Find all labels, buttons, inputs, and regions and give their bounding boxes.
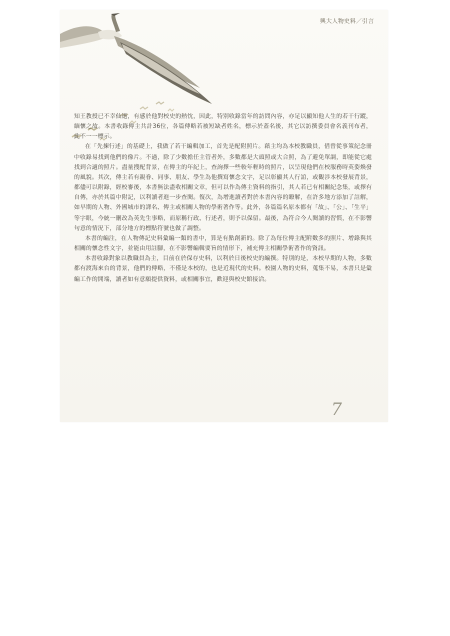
paragraph: 本書的編注，在人物傳記史料彙編一類的書中，算是有點創新的。除了為每位傳主配附數多的照片、增錄與其相關的懷念性文字，並能由用註腳，在不影響編輯要旨的情形下，補充傳主相關學術著作的資訊。	[74, 235, 372, 253]
body-text	[74, 112, 372, 285]
paragraph: 本書收錄對象以教職員為主，目前在於保存史料，以利於日後校史的編撰。特別的是，本校早期的人物，多數都有渡海來台的背景，他們的傳略，不僅是本校的，也是近現代的史料。校園人物的史料，蒐集不易，本書只是彙編工作的開端，讀者如有意願提供資料，或相關事宜，歡迎與校史館接洽。	[74, 256, 372, 283]
book-page	[60, 10, 388, 422]
running-head: 興大人物史料／引言	[320, 19, 374, 25]
paragraph: 知王教授已不幸仙逝，有感於他對校史的熱忱，因此，特別收錄當年的訪問內容，亦足以顯知他人生的若干行蹤，緬懷之故。本書收錄傳主共計36位，各篇傳略若被短缺者姓名，標示於蓋名後，其它以訪撰委員會名義刊布者，此不一一標示。	[74, 114, 372, 141]
egret-in-flight-illustration	[60, 10, 260, 110]
paragraph: 在「先揀行述」的基礎上，我做了若干編輯加工，首先是配附照片。藉主均為本校教職員，借曾從事策紀念冊中收錄易找到他們的像片。不過，除了少數擔任主管者外，多數都是大頭照或大合照，為了避免單調，即能從它處找到合適的照片。盡量搜配背景，在傳主的年紀上，查詢擇一些較年輕時的照片，以呈現他們在校服務時英姿煥發的風貌。其次，傳主若有親眷、同事、朋友、學生為他撰寫懷念文字，足以彰顯其人行誼，或觀涉本校發展背景，都儘可以附錄，經校審後，本書無法盡收相關文章，但可以作為傳主資料的指引，其人若已有相關紀念集，或擇有自傳，亦於其篇中附記，以利讀者進一步查閱。復次，為增進讀者對於本書內容的瞭解，在許多地方添加了註解，如早期的人物、外國城市的譯名、傳主或相關人物的學術著作等。此外，各篇篇名原本都有「故」、「公」、「生平」等字眼，今統一刪改為英先生事略，而原稱行政、行述者，則予以保留。最後，為符合今人閱讀的習慣，在不影響句意的情況下，部分地方的標點符號也做了調整。	[74, 144, 372, 232]
page-number: 7	[331, 400, 342, 420]
